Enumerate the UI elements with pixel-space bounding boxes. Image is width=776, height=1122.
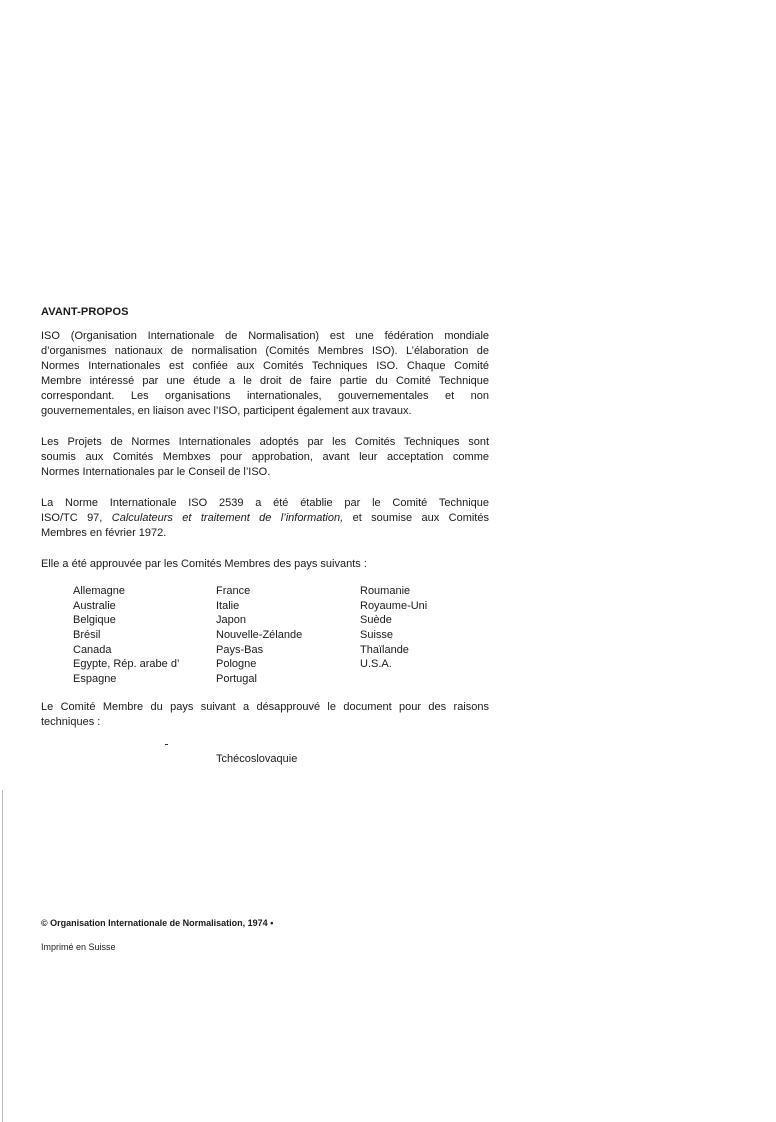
country-item: France — [216, 585, 251, 597]
country-item: Canada — [73, 643, 112, 656]
page-edge-line — [2, 790, 3, 1122]
disapproving-country: Tchécoslovaquie — [216, 753, 298, 765]
text-line: Le Comité Membre du pays suivant a désapprouvé le document pour des raisons — [41, 701, 489, 713]
country-item: Portugal — [216, 673, 257, 686]
text-line: d’organismes nationaux de normalisation (Comités Membres ISO). L’élaboration de — [41, 345, 489, 357]
text-line: correspondant. Les organisations internationales, gouvernementales et non — [41, 390, 489, 402]
country-item: Brésil — [73, 629, 101, 642]
paragraph-draft-standards — [41, 435, 489, 480]
countries-column-1 — [73, 584, 179, 687]
text-fragment: et soumise aux Comités — [352, 512, 489, 524]
section-heading: AVANT-PROPOS — [41, 306, 129, 318]
country-item: Suisse — [360, 629, 394, 642]
country-item: Royaume-Uni — [360, 599, 428, 612]
country-item: Belgique — [73, 614, 116, 627]
paragraph-approved-intro — [41, 557, 489, 572]
foreword-section — [41, 305, 489, 767]
countries-column-3 — [360, 584, 427, 672]
approving-countries-list — [41, 584, 489, 688]
country-item: Australie — [73, 599, 116, 612]
text-line: Normes Internationales est confiée aux Comités Techniques ISO. Chaque Comité — [41, 360, 489, 372]
country-item: Thaïlande — [360, 643, 409, 656]
country-item: Allemagne — [73, 585, 125, 597]
text-line: Elle a été approuvée par les Comités Membres des pays suivants : — [41, 558, 367, 570]
stray-mark — [165, 744, 168, 745]
text-line: Membres en février 1972. — [41, 527, 167, 539]
text-line: Les Projets de Normes Internationales adoptés par les Comités Techniques sont — [41, 436, 489, 448]
committee-title: Calculateurs et traitement de l’information, — [111, 512, 344, 524]
country-item: Japon — [216, 614, 246, 627]
copyright-notice: © Organisation Internationale de Normalisation, 1974 • — [41, 918, 274, 928]
country-item: Egypte, Rép. arabe d’ — [73, 658, 180, 671]
text-line: ISO (Organisation Internationale de Normalisation) est une fédération mondiale — [41, 330, 489, 342]
text-line: gouvernementales, en liaison avec l’ISO, participent également aux travaux. — [41, 405, 412, 417]
paragraph-iso-2539 — [41, 496, 489, 541]
country-item: Nouvelle-Zélande — [216, 629, 303, 642]
text-line: Membre intéressé par une étude a le droit de faire partie du Comité Technique — [41, 375, 489, 387]
country-item: Pays-Bas — [216, 643, 264, 656]
text-line: soumis aux Comités Membxes pour approbation, avant leur acceptation comme — [41, 451, 489, 463]
paragraph-iso-intro — [41, 329, 489, 419]
text-line: Normes Internationales par le Conseil de l’ISO. — [41, 466, 271, 478]
text-line: La Norme Internationale ISO 2539 a été établie par le Comité Technique — [41, 497, 489, 509]
country-item: Pologne — [216, 658, 257, 671]
text-fragment: ISO/TC 97, — [41, 512, 103, 524]
country-item: Espagne — [73, 673, 117, 686]
country-item: Roumanie — [360, 585, 411, 597]
text-line — [41, 511, 489, 526]
paragraph-disapproved-intro — [41, 700, 489, 730]
printed-in-notice: Imprimé en Suisse — [41, 942, 116, 952]
countries-column-2 — [216, 584, 302, 687]
country-item: Suède — [360, 614, 392, 627]
country-item: Italie — [216, 599, 240, 612]
text-line: techniques : — [41, 716, 101, 728]
country-item: U.S.A. — [360, 658, 392, 671]
